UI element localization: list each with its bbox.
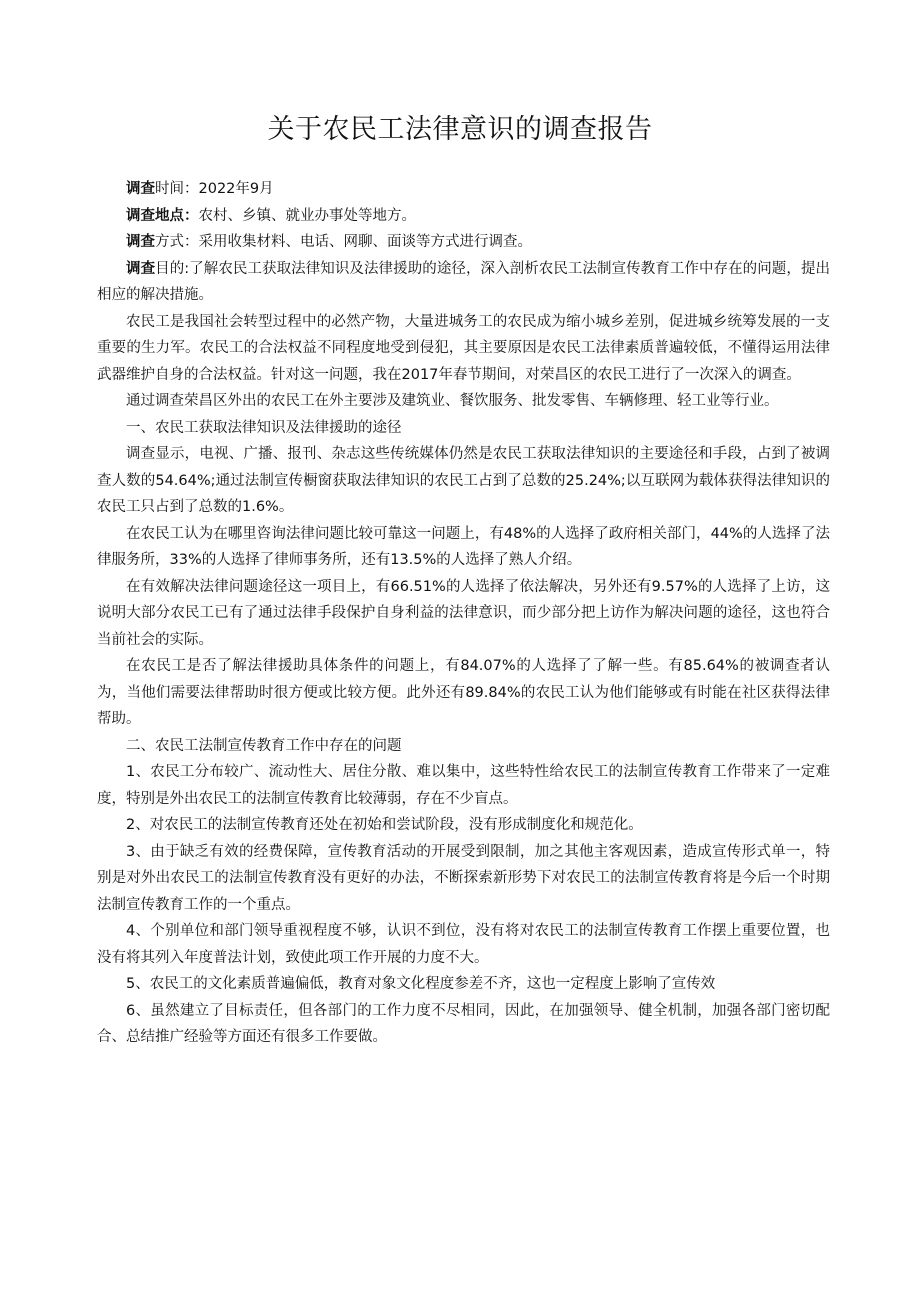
paragraph-consultation: 在农民工认为在哪里咨询法律问题比较可靠这一问题上，有48%的人选择了政府相关部门，44%的人选择了法律服务所，33%的人选择了律师事务所，还有13.5%的人选择了熟人介绍。 (97, 525, 830, 568)
meta-label-bold: 调查 (126, 181, 155, 197)
paragraph-intro: 农民工是我国社会转型过程中的必然产物，大量进城务工的农民成为缩小城乡差别，促进城乡统筹发展的一支重要的生力军。农民工的合法权益不同程度地受到侵犯，其主要原因是农民工法律素质普遍较低，不懂得运用法律武器维护自身的合法权益。针对这一问题，我在2017年春节期间，对荣昌区的农民工进行了一次深入的调查。 (97, 313, 830, 383)
paragraph-legal-aid: 在农民工是否了解法律援助具体条件的问题上，有84.07%的人选择了了解一些。有85.64%的被调查者认为，当他们需要法律帮助时很方便或比较方便。此外还有89.84%的农民工认为他们能够或有时能在社区获得法律帮助。 (97, 658, 830, 727)
meta-survey-time (97, 176, 830, 203)
meta-survey-location (97, 203, 830, 230)
document-title: 关于农民工法律意识的调查报告 (267, 114, 653, 145)
meta-label: 方式： (155, 234, 199, 250)
meta-label: 时间： (155, 181, 199, 197)
list-item: 3、由于缺乏有效的经费保障，宣传教育活动的开展受到限制，加之其他主客观因素，造成宣传形式单一，特别是对外出农民工的法制宣传教育没有更好的办法，不断探索新形势下对农民工的法制宣传教育将是今后一个时期法制宣传教育工作的一个重点。 (97, 843, 830, 913)
meta-value: 农村、乡镇、就业办事处等地方。 (198, 207, 416, 224)
meta-survey-method (97, 229, 830, 256)
list-item: 5、农民工的文化素质普遍偏低，教育对象文化程度参差不齐，这也一定程度上影响了宣传效 (126, 976, 716, 992)
meta-label: 目的: (155, 260, 190, 277)
meta-survey-purpose (97, 256, 830, 309)
meta-label-bold: 调查 (126, 260, 156, 277)
section-heading-2: 二、农民工法制宣传教育工作中存在的问题 (126, 737, 402, 754)
meta-label-bold: 调查地点： (126, 207, 199, 224)
meta-value: 了解农民工获取法律知识及法律援助的途径，深入剖析农民工法制宣传教育工作中存在的问题，提出相应的解决措施。 (97, 260, 831, 303)
list-item: 6、虽然建立了目标责任，但各部门的工作力度不尽相同，因此，在加强领导、健全机制，加强各部门密切配合、总结推广经验等方面还有很多工作要做。 (97, 1002, 830, 1045)
meta-value: 采用收集材料、电话、网聊、面谈等方式进行调查。 (198, 234, 532, 250)
document-body (97, 176, 830, 1051)
paragraph-media: 调查显示，电视、广播、报刊、杂志这些传统媒体仍然是农民工获取法律知识的主要途径和手段，占到了被调查人数的54.64%;通过法制宣传橱窗获取法律知识的农民工占到了总数的25.24%;以互联网为载体获得法律知识的农民工只占到了总数的1.6%。 (97, 446, 830, 515)
paragraph-resolution: 在有效解决法律问题途径这一项目上，有66.51%的人选择了依法解决，另外还有9.57%的人选择了上访，这说明大部分农民工已有了通过法律手段保护自身利益的法律意识，而少部分把上访作为解决问题的途径，这也符合当前社会的实际。 (97, 578, 830, 648)
paragraph-industries: 通过调查荣昌区外出的农民工在外主要涉及建筑业、餐饮服务、批发零售、车辆修理、轻工业等行业。 (126, 393, 779, 409)
meta-label-bold: 调查 (126, 234, 155, 250)
meta-value: 2022年9月 (198, 181, 274, 197)
list-item: 1、农民工分布较广、流动性大、居住分散、难以集中，这些特性给农民工的法制宣传教育工作带来了一定难度，特别是外出农民工的法制宣传教育比较薄弱，存在不少盲点。 (97, 764, 830, 807)
list-item: 4、个别单位和部门领导重视程度不够，认识不到位，没有将对农民工的法制宣传教育工作摆上重要位置，也没有将其列入年度普法计划，致使此项工作开展的力度不大。 (97, 923, 830, 966)
section-heading-1: 一、农民工获取法律知识及法律援助的途径 (126, 419, 402, 436)
list-item: 2、对农民工的法制宣传教育还处在初始和尝试阶段，没有形成制度化和规范化。 (126, 817, 643, 833)
